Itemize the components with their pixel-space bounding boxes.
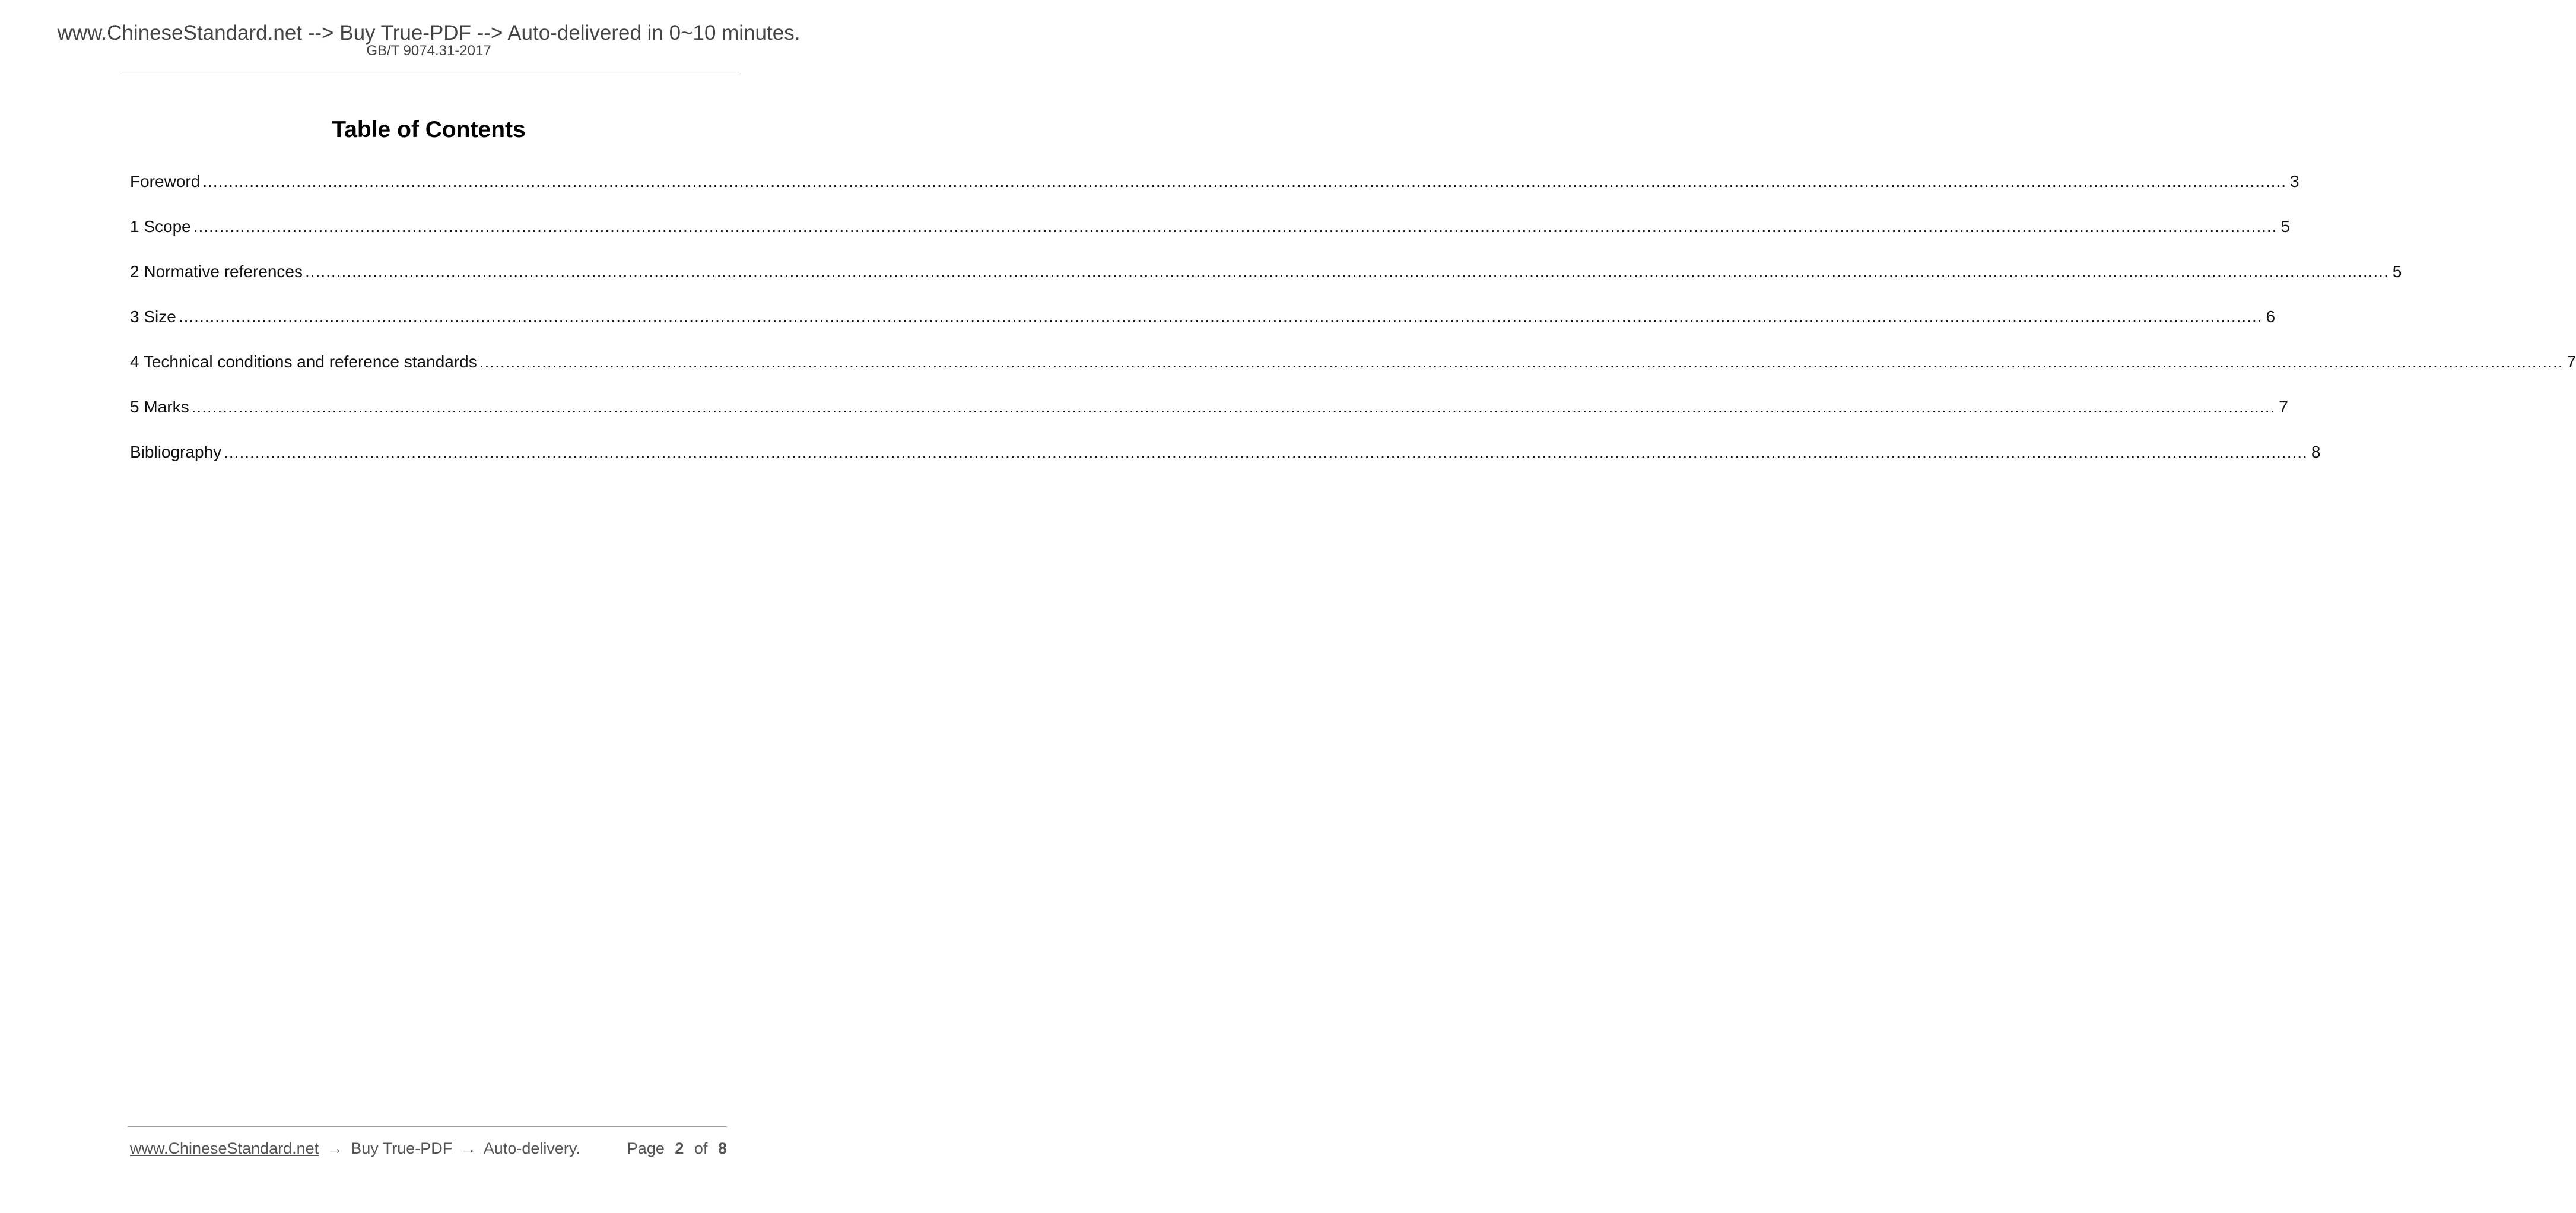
toc-entry-page: 7: [2279, 398, 2288, 416]
toc-dot-leader: ................................................................................................................................................................................................................................................................................................................................................................................................................: [202, 172, 2286, 190]
toc-entry-page: 7: [2567, 353, 2576, 371]
document-code: GB/T 9074.31-2017: [366, 43, 491, 59]
toc-entry-label: 2 Normative references: [130, 262, 303, 281]
footer-divider: [128, 1126, 727, 1127]
toc-entry-foreword[interactable]: [130, 170, 2299, 215]
toc-dot-leader: ................................................................................................................................................................................................................................................................................................................................................................................................................: [305, 262, 2389, 281]
toc-entry-page: 6: [2266, 307, 2276, 326]
toc-entry-scope[interactable]: [130, 215, 2291, 260]
toc-entry-label: Bibliography: [130, 443, 222, 461]
toc-entry-page: 5: [2392, 262, 2402, 281]
toc-title: Table of Contents: [332, 117, 526, 143]
toc-entry-label: 4 Technical conditions and reference standards: [130, 353, 477, 371]
right-arrow-icon: →: [326, 1139, 343, 1157]
page-label: Page: [627, 1139, 665, 1157]
toc-entry-label: Foreword: [130, 172, 201, 190]
page-indicator: [627, 1138, 727, 1159]
toc-dot-leader: ................................................................................................................................................................................................................................................................................................................................................................................................................: [178, 307, 2263, 326]
toc-dot-leader: ................................................................................................................................................................................................................................................................................................................................................................................................................: [224, 443, 2308, 461]
page-total: 8: [717, 1139, 727, 1157]
footer-delivery-text: Auto-delivery.: [483, 1139, 580, 1157]
toc-entry-label: 3 Size: [130, 307, 176, 326]
toc-entry-bibliography[interactable]: [130, 440, 2321, 485]
toc-entry-page: 5: [2280, 217, 2291, 236]
toc-entry-size[interactable]: [130, 305, 2276, 350]
toc-dot-leader: ................................................................................................................................................................................................................................................................................................................................................................................................................: [193, 217, 2278, 236]
toc-list: [130, 170, 2576, 485]
toc-entry-normative-references[interactable]: [130, 260, 2402, 305]
toc-dot-leader: ................................................................................................................................................................................................................................................................................................................................................................................................................: [191, 398, 2276, 416]
footer-site-link[interactable]: www.ChineseStandard.net: [130, 1139, 319, 1157]
page-number: 2: [675, 1139, 684, 1157]
toc-entry-marks[interactable]: [130, 395, 2288, 440]
of-label: of: [694, 1139, 708, 1157]
footer-promo: [130, 1138, 580, 1159]
footer-buy-text: Buy True-PDF: [351, 1139, 453, 1157]
toc-entry-label: 1 Scope: [130, 217, 191, 236]
right-arrow-icon: →: [460, 1139, 477, 1157]
toc-dot-leader: ................................................................................................................................................................................................................................................................................................................................................................................................................: [479, 353, 2564, 371]
page-footer: [130, 1138, 727, 1159]
site-banner: www.ChineseStandard.net --> Buy True-PDF --> Auto-delivered in 0~10 minutes.: [57, 21, 801, 45]
toc-entry-technical-conditions[interactable]: [130, 350, 2576, 395]
toc-entry-label: 5 Marks: [130, 398, 189, 416]
toc-entry-page: 8: [2311, 443, 2321, 461]
toc-entry-page: 3: [2289, 172, 2299, 190]
